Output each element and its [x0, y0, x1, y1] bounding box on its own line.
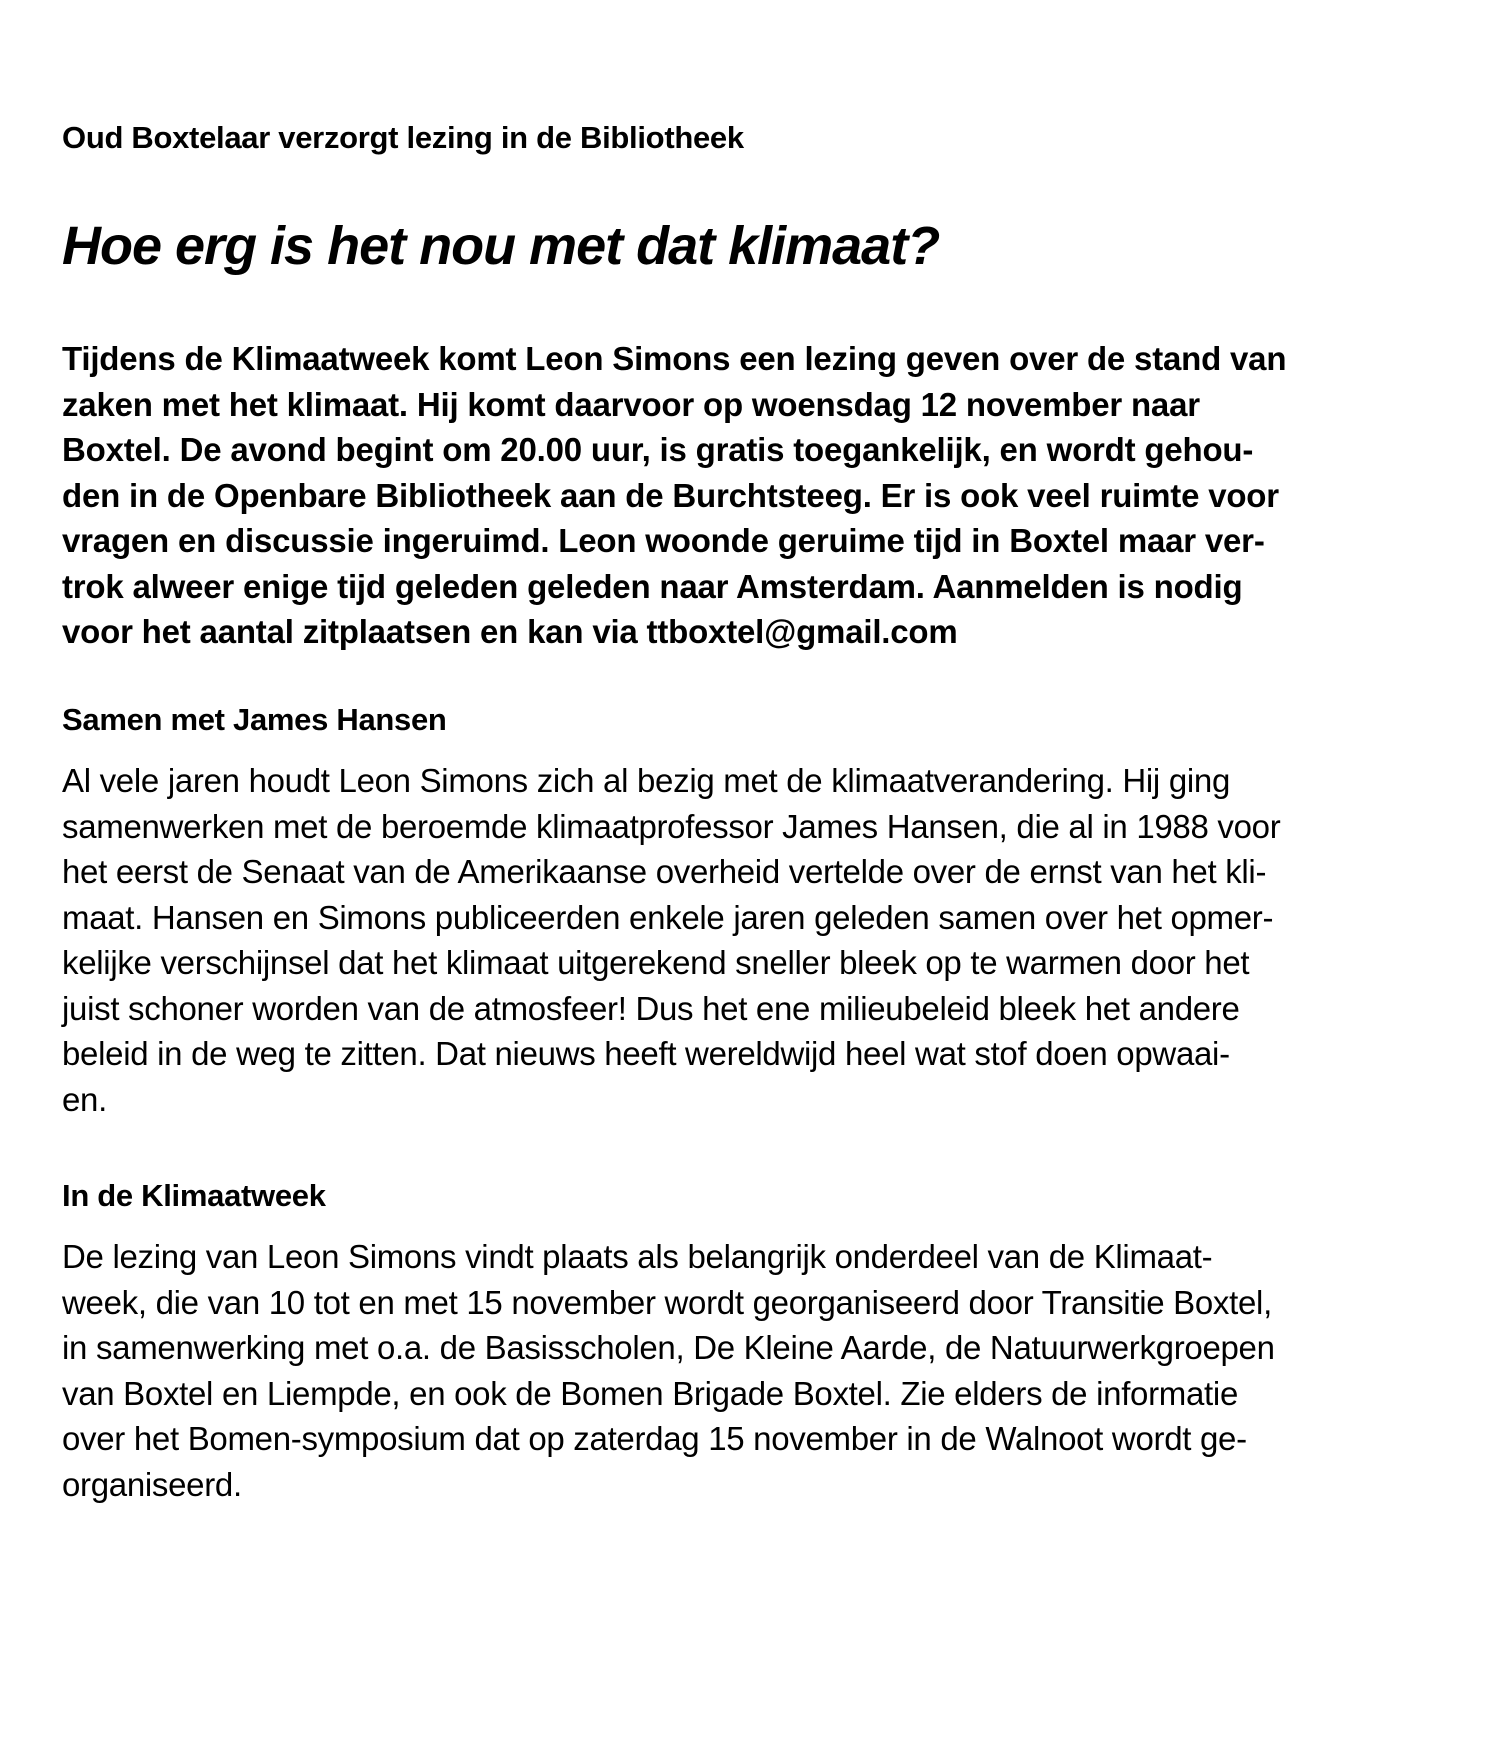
- body-line: van Boxtel en Liempde, en ook de Bomen Brigade Boxtel. Zie elders de informatie: [62, 1374, 1238, 1412]
- article-headline: Hoe erg is het nou met dat klimaat?: [62, 216, 940, 276]
- section-body-klimaatweek: [62, 1234, 1275, 1507]
- lead-line: zaken met het klimaat. Hij komt daarvoor op woensdag 12 november naar: [62, 385, 1200, 423]
- lead-line: voor het aantal zitplaatsen en kan via ttboxtel@gmail.com: [62, 613, 958, 650]
- section-heading-james-hansen: Samen met James Hansen: [62, 702, 447, 737]
- body-line: Al vele jaren houdt Leon Simons zich al bezig met de klimaatverandering. Hij ging: [62, 762, 1231, 799]
- lead-line: trok alweer enige tijd geleden geleden naar Amsterdam. Aanmelden is nodig: [62, 567, 1243, 605]
- body-line: over het Bomen-symposium dat op zaterdag 15 november in de Walnoot wordt ge-: [62, 1420, 1247, 1457]
- article-lead: [62, 336, 1392, 655]
- lead-line: Tijdens de Klimaatweek komt Leon Simons een lezing geven over de stand van: [62, 340, 1287, 377]
- body-line: juist schoner worden van de atmosfeer! Dus het ene milieubeleid bleek het andere: [62, 989, 1240, 1027]
- body-line: week, die van 10 tot en met 15 november wordt georganiseerd door Transitie Boxtel,: [62, 1283, 1272, 1321]
- body-line: en.: [62, 1080, 107, 1118]
- lead-line: vragen en discussie ingeruimd. Leon woonde geruime tijd in Boxtel maar ver-: [62, 522, 1265, 559]
- body-line: het eerst de Senaat van de Amerikaanse overheid vertelde over de ernst van het kli-: [62, 853, 1267, 890]
- section-body-james-hansen: [62, 758, 1280, 1122]
- article: [62, 118, 1392, 1503]
- body-line: maat. Hansen en Simons publiceerden enkele jaren geleden samen over het opmer-: [62, 898, 1274, 936]
- section-heading-klimaatweek: In de Klimaatweek: [62, 1178, 326, 1213]
- article-kicker: Oud Boxtelaar verzorgt lezing in de Bibliotheek: [62, 120, 744, 155]
- body-line: samenwerken met de beroemde klimaatprofessor James Hansen, die al in 1988 voor: [62, 807, 1281, 845]
- body-line: organiseerd.: [62, 1465, 242, 1503]
- lead-line: den in de Openbare Bibliotheek aan de Burchtsteeg. Er is ook veel ruimte voor: [62, 476, 1279, 514]
- lead-paragraph: [62, 336, 1392, 655]
- body-line: in samenwerking met o.a. de Basisscholen, De Kleine Aarde, de Natuurwerkgroepen: [62, 1329, 1275, 1366]
- lead-line: Boxtel. De avond begint om 20.00 uur, is gratis toegankelijk, en wordt gehou-: [62, 431, 1254, 468]
- body-line: beleid in de weg te zitten. Dat nieuws heeft wereldwijd heel wat stof doen opwaai-: [62, 1035, 1230, 1072]
- body-line: De lezing van Leon Simons vindt plaats als belangrijk onderdeel van de Klimaat-: [62, 1238, 1213, 1275]
- body-line: kelijke verschijnsel dat het klimaat uitgerekend sneller bleek op te warmen door het: [62, 944, 1250, 981]
